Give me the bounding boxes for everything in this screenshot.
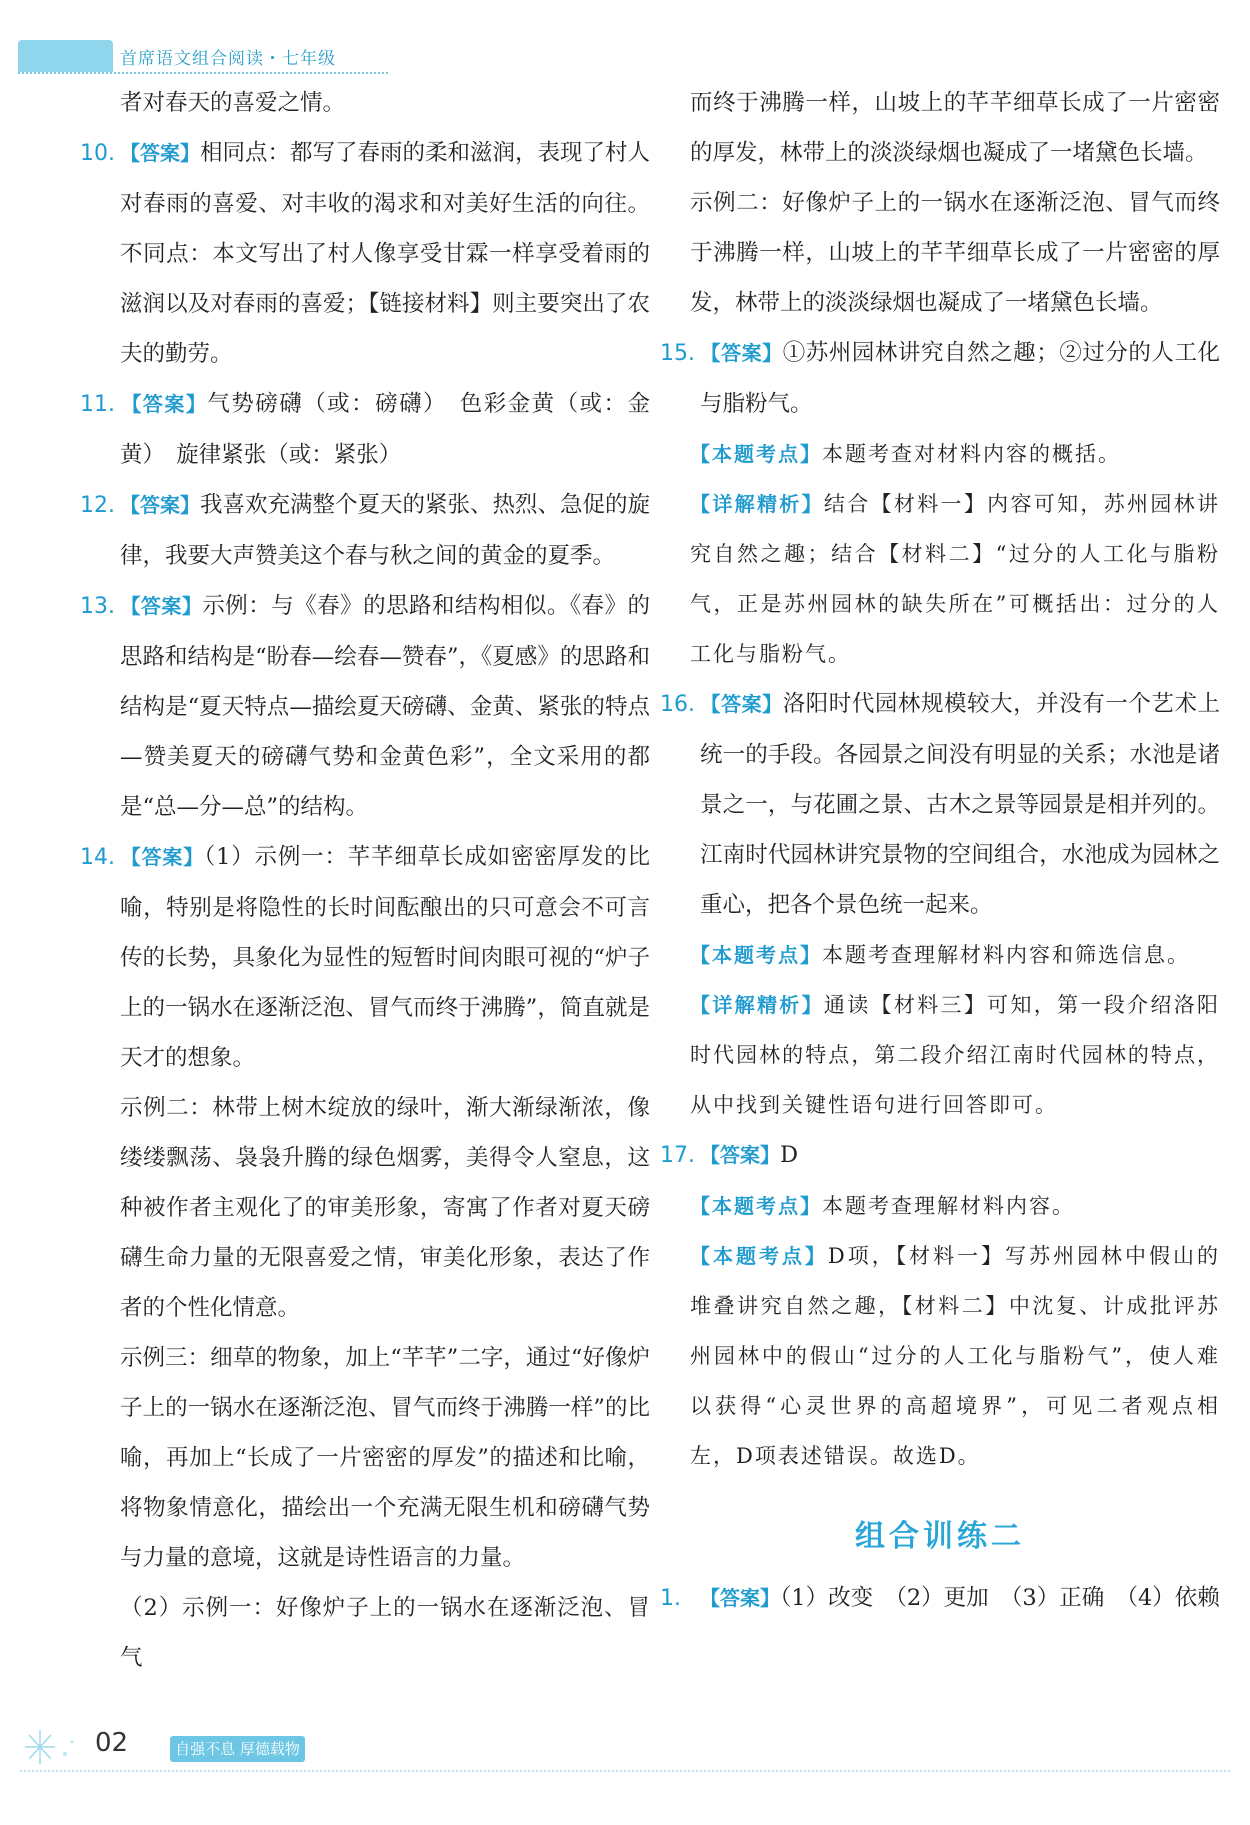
- answer-17: 17. 【答案】D: [660, 1142, 799, 1168]
- note: 【本题考点】本题考查对材料内容的概括。: [690, 442, 1121, 466]
- page-number: 02: [95, 1728, 129, 1758]
- answer-14: 14. 【答案】（1）示例一：芊芊细草长成如密密厚发的比喻，特别是将隐性的长时间酝酿出的只可意会不可言传的长势，具象化为显性的短暂时间肉眼可视的“炉子上的一锅水在逐渐泛泡、冒气而终于沸腾”，简直就是天才的想象。: [80, 844, 650, 1071]
- header-title: 首席语文组合阅读・七年级: [120, 49, 336, 69]
- answer-10: 10. 【答案】相同点：都写了春雨的柔和滋润，表现了村人对春雨的喜爱、对丰收的渴求和对美好生活的向往。不同点：本文写出了村人像享受甘霖一样享受着雨的滋润以及对春雨的喜爱；【链接材料】则主要突出了农夫的勤劳。: [80, 140, 651, 367]
- answer-11: 11. 【答案】气势磅礴（或：磅礴） 色彩金黄（或：金黄） 旋律紧张（或：紧张）: [80, 391, 650, 468]
- left-line: 者对春天的喜爱之情。: [120, 90, 346, 116]
- header-tab: [18, 40, 113, 72]
- right-column: [660, 78, 1220, 1624]
- answer-13: 13. 【答案】示例：与《春》的思路和结构相似。《春》的思路和结构是“盼春—绘春—赞春”，《夏感》的思路和结构是“夏天特点—描绘夏天磅礴、金黄、紧张的特点—赞美夏天的磅礴气势和金黄色彩”，全文采用的都是“总—分—总”的结构。: [80, 593, 650, 820]
- answer-15: 15. 【答案】①苏州园林讲究自然之趣；②过分的人工化与脂粉气。: [660, 340, 1220, 417]
- answer-16: 16. 【答案】洛阳时代园林规模较大，并没有一个艺术上统一的手段。各园景之间没有明显的关系；水池是诸景之一，与花圃之景、古木之景等园景是相并列的。江南时代园林讲究景物的空间组合，水池成为园林之重心，把各个景色统一起来。: [660, 691, 1220, 918]
- header-rule: [18, 72, 388, 74]
- answer-14-example-3: 示例三：细草的物象，加上“芊芊”二字，通过“好像炉子上的一锅水在逐渐泛泡、冒气而终于沸腾一样”的比喻，再加上“长成了一片密密的厚发”的描述和比喻，将物象情意化，描绘出一个充满无限生机和磅礴气势与力量的意境，这就是诗性语言的力量。: [120, 1345, 650, 1571]
- footer-badge: 自强不息 厚德载物: [170, 1736, 305, 1762]
- answer-1: 1. 【答案】（1）改变 （2）更加 （3）正确 （4）依赖: [660, 1585, 1220, 1611]
- note: 【本题考点】本题考查理解材料内容。: [690, 1194, 1075, 1218]
- right-example-2: 示例二：好像炉子上的一锅水在逐渐泛泡、冒气而终于沸腾一样，山坡上的芊芊细草长成了一片密密的厚发，林带上的淡淡绿烟也凝成了一堵黛色长墙。: [690, 190, 1220, 316]
- page-header: [18, 40, 388, 78]
- left-column: [80, 78, 650, 1683]
- answer-12: 12. 【答案】我喜欢充满整个夏天的紧张、热烈、急促的旋律，我要大声赞美这个春与秋之间的黄金的夏季。: [80, 492, 651, 569]
- snowflake-icon: [20, 1722, 80, 1772]
- page-footer: [20, 1722, 400, 1772]
- footer-rule: [20, 1770, 1230, 1772]
- note: 【详解精析】结合【材料一】内容可知，苏州园林讲究自然之趣；结合【材料二】“过分的人工化与脂粉气，正是苏州园林的缺失所在”可概括出：过分的人工化与脂粉气。: [690, 492, 1221, 666]
- answer-14-part-2: （2）示例一：好像炉子上的一锅水在逐渐泛泡、冒气: [120, 1595, 650, 1671]
- note: 【本题考点】D项，【材料一】写苏州园林中假山的堆叠讲究自然之趣，【材料二】中沈复、计成批评苏州园林中的假山“过分的人工化与脂粉气”，使人难以获得“心灵世界的高超境界”，可见二者观点相左，D项表述错误。故选D。: [690, 1244, 1220, 1468]
- note: 【详解精析】通读【材料三】可知，第一段介绍洛阳时代园林的特点，第二段介绍江南时代园林的特点，从中找到关键性语句进行回答即可。: [690, 993, 1221, 1117]
- answer-14-example-2: 示例二：林带上树木绽放的绿叶，渐大渐绿渐浓，像缕缕飘荡、袅袅升腾的绿色烟雾，美得令人窒息，这种被作者主观化了的审美形象，寄寓了作者对夏天磅礴生命力量的无限喜爱之情，审美化形象，表达了作者的个性化情意。: [120, 1095, 650, 1321]
- note: 【本题考点】本题考查理解材料内容和筛选信息。: [690, 943, 1190, 967]
- section-title: 组合训练二: [855, 1519, 1025, 1554]
- right-cont-line: 而终于沸腾一样，山坡上的芊芊细草长成了一片密密的厚发，林带上的淡淡绿烟也凝成了一堵黛色长墙。: [690, 90, 1220, 166]
